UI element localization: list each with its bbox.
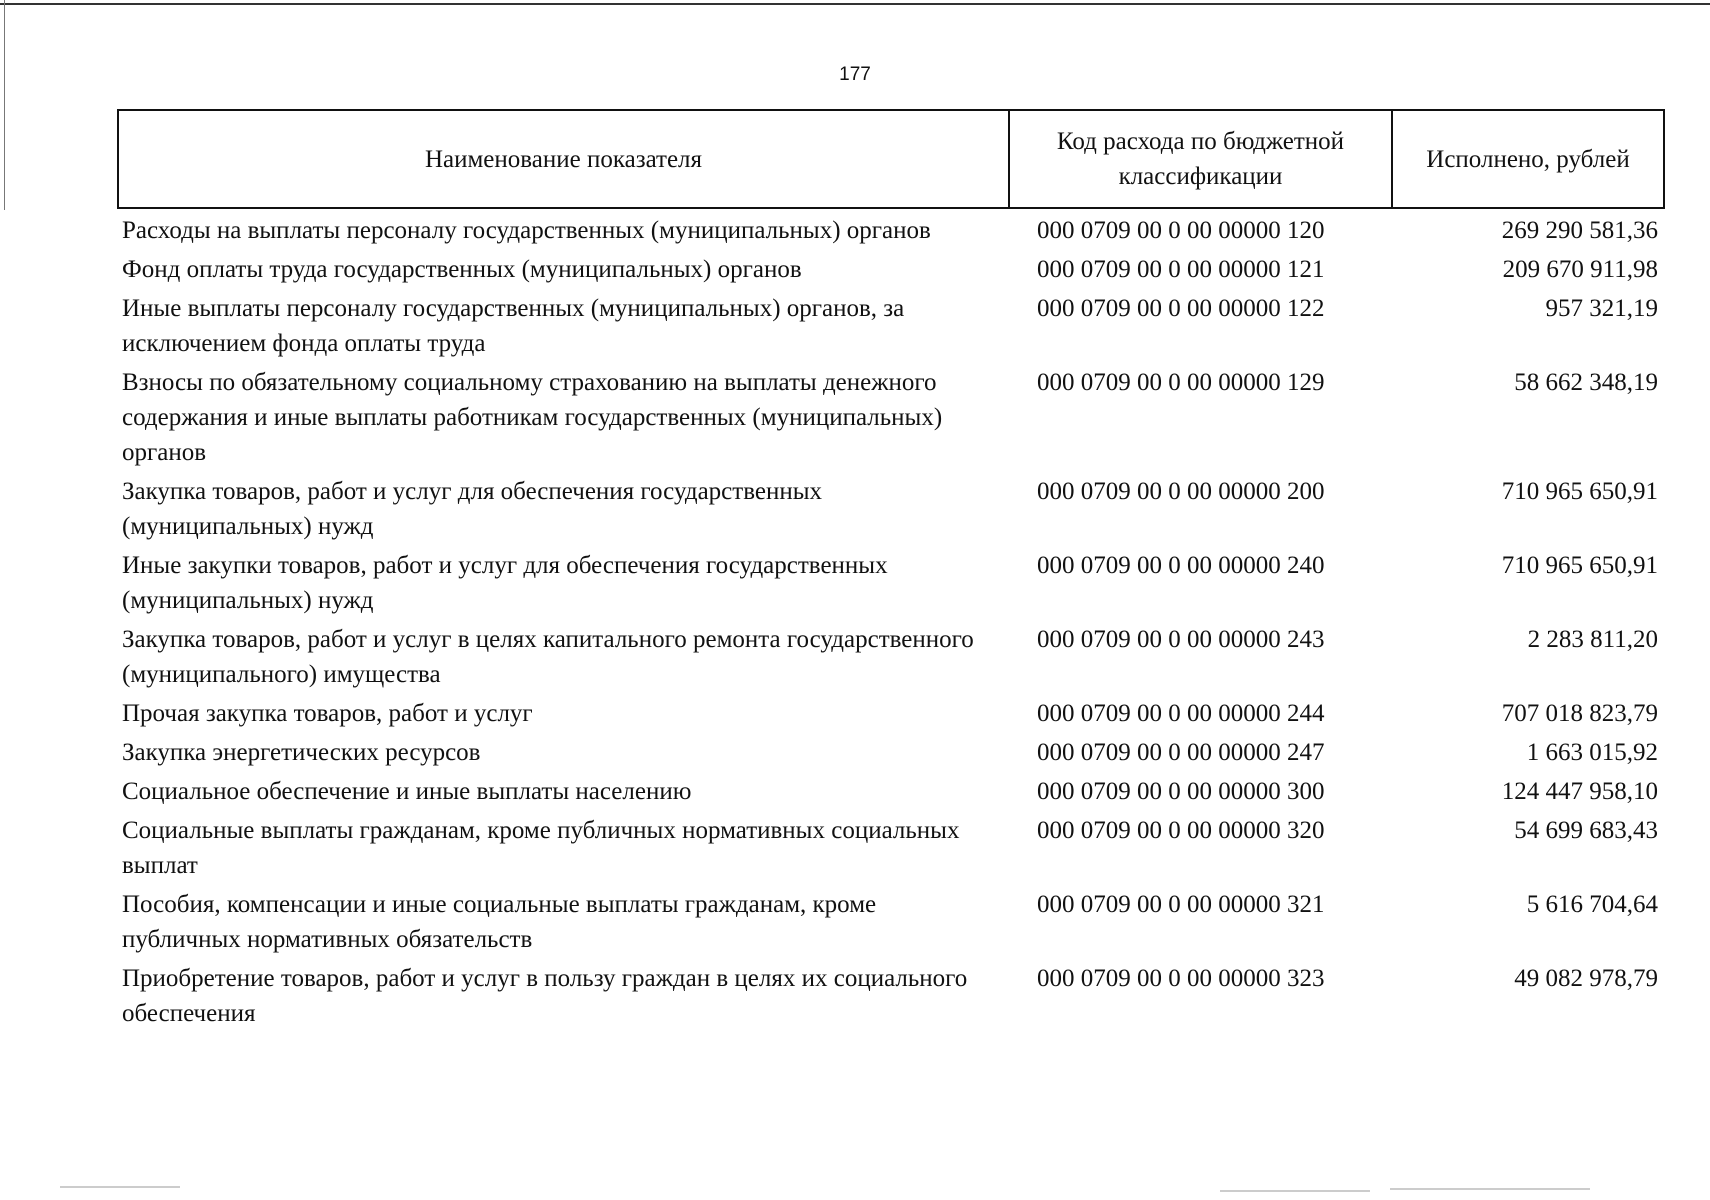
table-row bbox=[118, 811, 1664, 885]
row-name: Фонд оплаты труда государственных (муниципальных) органов bbox=[122, 256, 802, 283]
scan-speck bbox=[60, 1186, 180, 1188]
table-row bbox=[118, 959, 1664, 1033]
table-row bbox=[118, 363, 1664, 472]
table-row bbox=[118, 472, 1664, 546]
row-code: 000 0709 00 0 00 00000 321 bbox=[1037, 891, 1325, 918]
row-code: 000 0709 00 0 00 00000 240 bbox=[1037, 552, 1325, 579]
header-name: Наименование показателя bbox=[118, 110, 1009, 208]
row-amount: 209 670 911,98 bbox=[1502, 256, 1658, 283]
row-amount: 710 965 650,91 bbox=[1501, 478, 1658, 505]
row-amount: 124 447 958,10 bbox=[1501, 778, 1658, 805]
row-amount: 269 290 581,36 bbox=[1501, 217, 1658, 244]
table-header-row bbox=[118, 110, 1664, 208]
row-name: Социальные выплаты гражданам, кроме публичных нормативных социальных выплат bbox=[122, 817, 960, 879]
row-code: 000 0709 00 0 00 00000 121 bbox=[1037, 256, 1325, 283]
table-row bbox=[118, 733, 1664, 772]
table-row bbox=[118, 289, 1664, 363]
row-name: Закупка товаров, работ и услуг для обеспечения государственных (муниципальных) нужд bbox=[122, 478, 823, 540]
row-code: 000 0709 00 0 00 00000 120 bbox=[1037, 217, 1325, 244]
table-row bbox=[118, 885, 1664, 959]
row-name: Взносы по обязательному социальному страхованию на выплаты денежного содержания и иные выплаты работникам государственных (муниципальных) органов bbox=[122, 369, 943, 466]
table-row bbox=[118, 620, 1664, 694]
row-code: 000 0709 00 0 00 00000 129 bbox=[1037, 369, 1325, 396]
row-amount: 710 965 650,91 bbox=[1501, 552, 1658, 579]
scan-top-border bbox=[0, 3, 1710, 5]
row-name: Закупка энергетических ресурсов bbox=[122, 739, 481, 766]
row-amount: 707 018 823,79 bbox=[1501, 700, 1658, 727]
row-amount: 49 082 978,79 bbox=[1514, 965, 1658, 992]
row-code: 000 0709 00 0 00 00000 247 bbox=[1037, 739, 1325, 766]
row-name: Расходы на выплаты персоналу государственных (муниципальных) органов bbox=[122, 217, 931, 244]
row-code: 000 0709 00 0 00 00000 244 bbox=[1037, 700, 1325, 727]
row-amount: 1 663 015,92 bbox=[1526, 739, 1658, 766]
row-name: Закупка товаров, работ и услуг в целях капитального ремонта государственного (муниципального) имущества bbox=[122, 626, 974, 688]
header-amount: Исполнено, рублей bbox=[1392, 110, 1664, 208]
row-amount: 957 321,19 bbox=[1545, 295, 1658, 322]
row-amount: 5 616 704,64 bbox=[1526, 891, 1658, 918]
row-code: 000 0709 00 0 00 00000 320 bbox=[1037, 817, 1325, 844]
row-name: Приобретение товаров, работ и услуг в пользу граждан в целях их социального обеспечения bbox=[122, 965, 968, 1027]
table-row bbox=[118, 772, 1664, 811]
scan-speck bbox=[1220, 1190, 1370, 1192]
row-amount: 2 283 811,20 bbox=[1527, 626, 1658, 653]
header-code: Код расхода по бюджетной классификации bbox=[1009, 110, 1392, 208]
page-number: 177 bbox=[839, 64, 871, 85]
row-code: 000 0709 00 0 00 00000 300 bbox=[1037, 778, 1325, 805]
row-name: Иные выплаты персоналу государственных (муниципальных) органов, за исключением фонда оплаты труда bbox=[122, 295, 905, 357]
row-code: 000 0709 00 0 00 00000 122 bbox=[1037, 295, 1325, 322]
row-code: 000 0709 00 0 00 00000 200 bbox=[1037, 478, 1325, 505]
row-code: 000 0709 00 0 00 00000 243 bbox=[1037, 626, 1325, 653]
scan-left-border bbox=[4, 0, 5, 210]
row-name: Социальное обеспечение и иные выплаты населению bbox=[122, 778, 692, 805]
table-row bbox=[118, 546, 1664, 620]
table-row bbox=[118, 208, 1664, 250]
row-name: Прочая закупка товаров, работ и услуг bbox=[122, 700, 533, 727]
row-code: 000 0709 00 0 00 00000 323 bbox=[1037, 965, 1325, 992]
budget-execution-table bbox=[117, 109, 1665, 1033]
scan-speck bbox=[1390, 1188, 1590, 1190]
row-amount: 58 662 348,19 bbox=[1514, 369, 1658, 396]
table-row bbox=[118, 694, 1664, 733]
table-row bbox=[118, 250, 1664, 289]
row-name: Иные закупки товаров, работ и услуг для обеспечения государственных (муниципальных) нужд bbox=[122, 552, 888, 614]
row-amount: 54 699 683,43 bbox=[1514, 817, 1658, 844]
row-name: Пособия, компенсации и иные социальные выплаты гражданам, кроме публичных нормативных обязательств bbox=[122, 891, 877, 953]
